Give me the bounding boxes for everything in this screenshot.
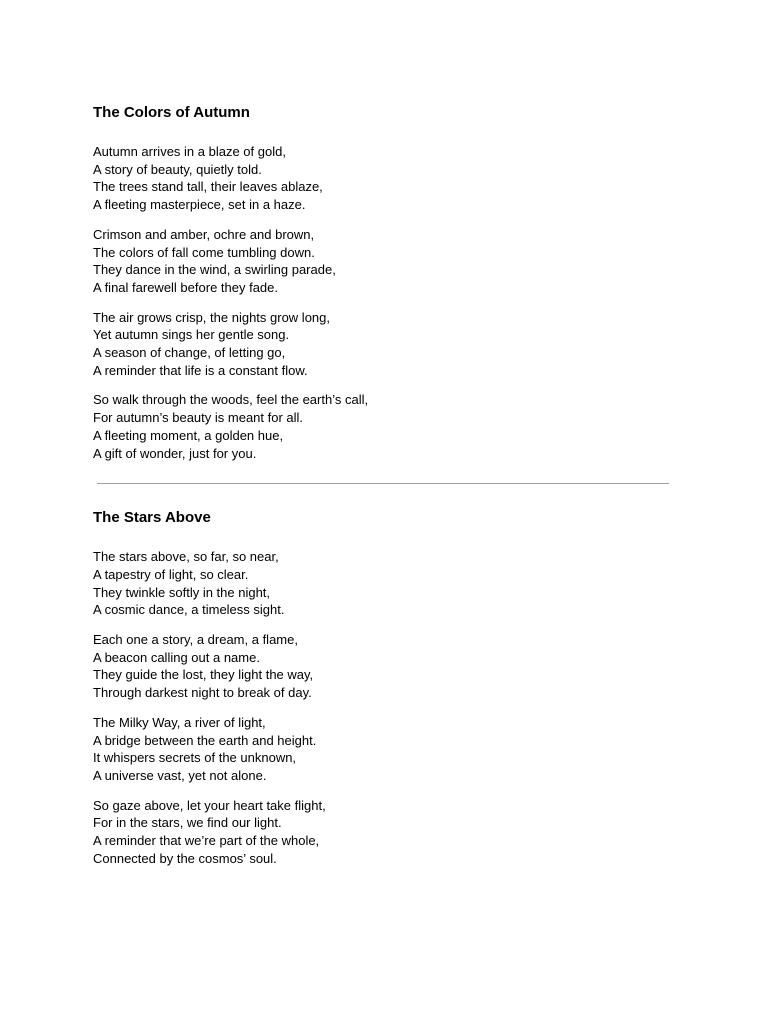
poem-line: A beacon calling out a name.: [93, 649, 260, 665]
poem-body: [93, 548, 683, 867]
poem-line: So gaze above, let your heart take flight,: [93, 797, 326, 813]
poem-line: Yet autumn sings her gentle song.: [93, 327, 290, 343]
poem-line: Crimson and amber, ochre and brown,: [93, 226, 315, 242]
stanza: [93, 391, 683, 462]
document-page: [93, 103, 683, 868]
poem-line: Autumn arrives in a blaze of gold,: [93, 144, 286, 159]
poem-line: A story of beauty, quietly told.: [93, 161, 262, 177]
poem-line: The colors of fall come tumbling down.: [93, 244, 315, 260]
poem-title: The Stars Above: [93, 509, 211, 527]
stanza: [93, 143, 683, 214]
poem-line: The trees stand tall, their leaves ablaze,: [93, 179, 323, 195]
poem-line: A reminder that life is a constant flow.: [93, 362, 308, 378]
poem-line: For in the stars, we find our light.: [93, 815, 282, 831]
poem-line: Through darkest night to break of day.: [93, 685, 312, 701]
poem-line: A bridge between the earth and height.: [93, 732, 317, 748]
poem-line: So walk through the woods, feel the earth’s call,: [93, 392, 369, 408]
poem-line: Each one a story, a dream, a flame,: [93, 632, 298, 648]
poem-line: They twinkle softly in the night,: [93, 584, 271, 600]
poem-line: Connected by the cosmos’ soul.: [93, 850, 277, 866]
stanza: [93, 309, 683, 380]
poem-line: A universe vast, yet not alone.: [93, 767, 267, 783]
poem-line: They guide the lost, they light the way,: [93, 667, 314, 683]
poem-line: A fleeting moment, a golden hue,: [93, 427, 284, 443]
poem-line: They dance in the wind, a swirling parade,: [93, 262, 336, 278]
stanza: [93, 226, 683, 297]
poem-line: For autumn’s beauty is meant for all.: [93, 410, 304, 426]
poem-autumn: [93, 103, 683, 462]
poem-line: A final farewell before they fade.: [93, 279, 279, 295]
horizontal-divider: [97, 483, 669, 484]
poem-body: [93, 143, 683, 462]
poem-line: A gift of wonder, just for you.: [93, 445, 257, 461]
poem-title: The Colors of Autumn: [93, 104, 250, 121]
poem-stars: [93, 508, 683, 867]
poem-line: The air grows crisp, the nights grow long,: [93, 309, 330, 325]
poem-line: A cosmic dance, a timeless sight.: [93, 602, 285, 618]
stanza: [93, 714, 683, 785]
poem-line: A reminder that we’re part of the whole,: [93, 833, 320, 849]
stanza: [93, 631, 683, 702]
stanza: [93, 797, 683, 868]
poem-line: A season of change, of letting go,: [93, 345, 286, 361]
stanza: [93, 548, 683, 619]
poem-line: The stars above, so far, so near,: [93, 549, 279, 565]
poem-line: A tapestry of light, so clear.: [93, 566, 249, 582]
poem-line: A fleeting masterpiece, set in a haze.: [93, 197, 306, 213]
poem-line: It whispers secrets of the unknown,: [93, 750, 297, 766]
poem-line: The Milky Way, a river of light,: [93, 714, 266, 730]
